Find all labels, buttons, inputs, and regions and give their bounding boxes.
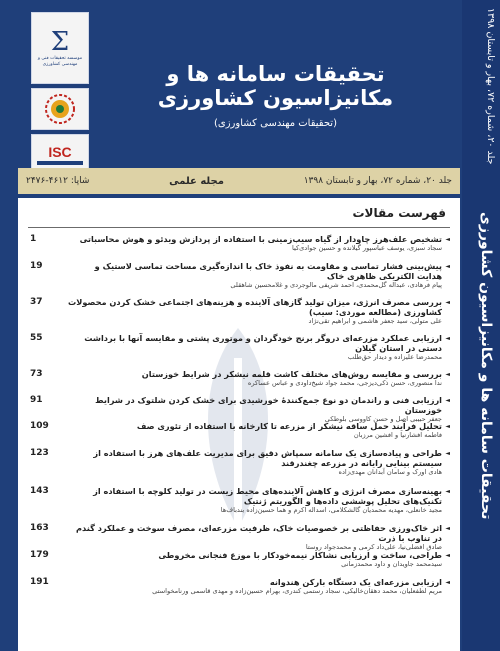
spine-issue-text: جلد ۲۰، شماره ۷۲، بهار و تابستان ۱۳۹۸ — [485, 8, 496, 165]
toc-entry-authors: سجاد سبزی، یوسف عباسپور گیلانده و حسین جوادی‌کیا — [292, 244, 442, 252]
toc-entry-authors: پیام فرهادی، عبداله گل‌محمدی، احمد شریفی مالوجردی و غلامحسین شاهقلی — [230, 281, 442, 289]
toc-page-number: 73 — [30, 369, 43, 379]
toc-entry-authors: علی متولی، سید جعفر هاشمی و ابراهیم تقی‌نژاد — [308, 317, 442, 325]
toc-entry[interactable] — [28, 333, 450, 362]
toc-entry-title[interactable]: ◄ طراحی، ساخت و ارزیابی نشاکار نیمه‌خودکار با موزع فنجانی مخروطی — [28, 550, 450, 560]
toc-page-number: 191 — [30, 577, 49, 587]
toc-entry[interactable] — [28, 577, 450, 596]
toc-entry-authors: مجید خانعلی، مهدیه محمدیان گالشکلامی، اسداله اکرم و هما حسین‌زاده بندباف‌ها — [220, 506, 442, 514]
toc-entry-authors: صادق افضلی‌نیا، علی‌داد کرمی و محمدجواد روستا — [305, 543, 442, 551]
toc-entry-title[interactable]: ◄ بررسی و مقایسه روش‌های مختلف کاشت قلمه نیشکر در شرایط خوزستان — [28, 369, 450, 379]
toc-entry-title[interactable]: ◄ پیش‌بینی فشار تماسی و مقاومت به نفوذ خاک با اندازه‌گیری مساحت تماسی لاستیک و هدایت الکتریکی ظاهری خاک — [28, 261, 450, 281]
toc-entry[interactable] — [28, 395, 450, 424]
spine-journal-title: تحقیقات سامانه ها و مکانیزاسیون کشاورزی — [478, 212, 494, 520]
toc-entry-authors: جعفر حبیبی اصل و حسن کاووسی بلوطکی — [324, 415, 442, 423]
sigma-icon: Σ — [50, 27, 70, 57]
toc-entry-authors: هادی اورک و سامان آبدانان مهدی‌زاده — [338, 468, 442, 476]
toc-entry-authors: ندا منصوری، حسن ذکی‌دیزجی، محمد جواد شیخ‌داودی و عباس عساکره — [247, 379, 442, 387]
toc-entry[interactable] — [28, 261, 450, 290]
toc-entry-title[interactable]: ◄ طراحی و پیاده‌سازی یک سامانه سمپاش دقیق برای مدیریت علف‌های هرز با استفاده از سیستم بینایی رایانه در مزرعه چغندرقند — [28, 448, 450, 468]
toc-entry-title[interactable]: ◄ تشخیص علف‌هرز چاودار از گیاه سیب‌زمینی با استفاده از پردازش ویدئو و هوش محاسباتی — [28, 234, 450, 244]
issue-info: جلد ۲۰، شماره ۷۲، بهار و تابستان ۱۳۹۸ — [303, 176, 452, 186]
toc-page-number: 179 — [30, 550, 49, 560]
toc-entry-title[interactable]: ◄ ارزیابی فنی و راندمان دو نوع جمع‌کنندهٔ خورشیدی برای خشک کردن شلتوک در شرایط خوزستان — [28, 395, 450, 415]
toc-page-number: 143 — [30, 486, 49, 496]
toc-title: فهرست مقالات — [352, 206, 446, 220]
toc-entry-authors: مریم لطفعلیان، محمد دهقان‌خالیکی، سجاد رستمی کندری، بهرام حسین‌زاده و مهدی قاسمی ورنامخواستی — [152, 587, 442, 595]
isc-bar-icon — [37, 160, 83, 166]
logo-column — [31, 12, 89, 180]
toc-page-number: 163 — [30, 523, 49, 533]
spine — [462, 0, 500, 651]
isc-label: ISC — [48, 144, 72, 160]
toc-page-number: 109 — [30, 421, 49, 431]
toc-page-number: 1 — [30, 234, 37, 244]
toc-entry-title[interactable]: ◄ تحلیل فرآیند حمل ساقه نیشکر از مزرعه تا کارخانه با استفاده از تئوری صف — [28, 421, 450, 431]
toc-entry-authors: محمدرضا علیزاده و دیدار حق‌طلب — [347, 353, 442, 361]
issn: شاپا: ۴۶۱۲-۲۴۷۶ — [26, 176, 90, 186]
toc-entry[interactable] — [28, 369, 450, 388]
toc-entry-authors: فاطمه افشارنیا و افشین مرزبان — [353, 431, 442, 439]
journal-type: مجله علمی — [169, 175, 224, 187]
issue-info-bar — [18, 168, 460, 194]
institute-name: موسسه تحقیقات فنی و مهندسی کشاورزی — [37, 56, 83, 67]
toc-entry-title[interactable]: ◄ اثر خاک‌ورزی حفاظتی بر خصوصیات خاک، ظرفیت مزرعه‌ای، مصرف سوخت و عملکرد گندم در تناوب با ذرت — [28, 523, 450, 543]
toc-entry-title[interactable]: ◄ ارزیابی مزرعه‌ای یک دستگاه بارکن هندوانه — [28, 577, 450, 587]
toc-page-number: 37 — [30, 297, 43, 307]
toc-page-number: 123 — [30, 448, 49, 458]
toc-divider — [28, 227, 450, 228]
toc-page-number: 55 — [30, 333, 43, 343]
toc-entry[interactable] — [28, 234, 450, 253]
toc-entry[interactable] — [28, 550, 450, 569]
journal-title: تحقیقات سامانه ها و مکانیزاسیون کشاورزی — [157, 62, 394, 110]
toc-entry-title[interactable]: ◄ ارزیابی عملکرد مزرعه‌ای دروگر برنج خودگردان و موتوری پشتی و مقایسه آنها با برداشت دستی در استان گیلان — [28, 333, 450, 353]
toc-page-number: 91 — [30, 395, 43, 405]
sun-emblem-icon — [43, 92, 77, 126]
toc-entry-title[interactable]: ◄ بررسی مصرف انرژی، میزان تولید گازهای آلاینده و هزینه‌های اجتماعی خشک کردن محصولات کشاورزی (مطالعه موردی: سیب) — [28, 297, 450, 317]
toc-entry[interactable] — [28, 297, 450, 326]
journal-subtitle: (تحقیقات مهندسی کشاورزی) — [214, 118, 337, 129]
toc-entry[interactable] — [28, 421, 450, 440]
emblem-logo — [31, 88, 89, 130]
toc-entry[interactable] — [28, 448, 450, 477]
toc-page-number: 19 — [30, 261, 43, 271]
toc-panel — [18, 198, 460, 651]
toc-entry[interactable] — [28, 486, 450, 515]
toc-entry-title[interactable]: ◄ بهینه‌سازی مصرف انرژی و کاهش آلاینده‌های محیط زیست در تولید کلوچه با استفاده از تکنیک‌های تحلیل پوششی داده‌ها و الگوریتم ژنتیک — [28, 486, 450, 506]
toc-entry-authors: سیدمحمد جاویدان و داود محمدزمانی — [341, 560, 442, 568]
institute-logo — [31, 12, 89, 84]
toc-entry[interactable] — [28, 523, 450, 552]
